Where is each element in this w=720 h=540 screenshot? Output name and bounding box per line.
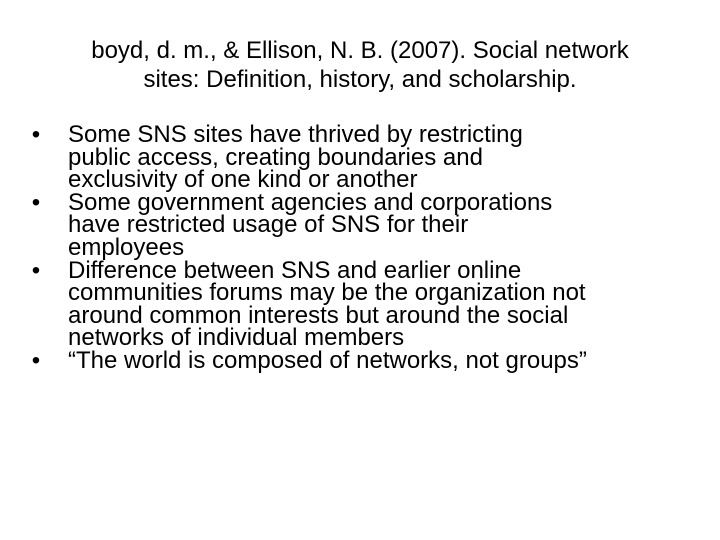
bullet-line: Some government agencies and corporations bbox=[68, 188, 553, 216]
bullet-text bbox=[68, 121, 706, 194]
bullet-line: around common interests but around the social bbox=[68, 301, 569, 329]
bullet-text bbox=[68, 346, 706, 374]
bullet-item-4 bbox=[26, 346, 706, 374]
bullet-marker: • bbox=[31, 121, 41, 148]
bullet-text bbox=[68, 188, 706, 261]
bullet-item-2 bbox=[26, 188, 706, 261]
bullet-marker: • bbox=[31, 188, 41, 216]
bullet-line: exclusivity of one kind or another bbox=[68, 166, 418, 194]
bullet-text bbox=[68, 256, 706, 352]
bullet-item-3 bbox=[26, 256, 706, 352]
slide-title-line-2: sites: Definition, history, and scholarship. bbox=[143, 66, 577, 93]
bullet-line: employees bbox=[68, 233, 185, 261]
bullet-line: public access, creating boundaries and bbox=[68, 143, 483, 171]
bullet-line: Some SNS sites have thrived by restricting bbox=[68, 121, 523, 148]
bullet-marker: • bbox=[31, 346, 41, 374]
bullet-line: have restricted usage of SNS for their bbox=[68, 211, 469, 239]
bullet-line: networks of individual members bbox=[68, 324, 405, 352]
bullet-line: Difference between SNS and earlier online bbox=[68, 256, 522, 284]
slide-title bbox=[36, 36, 684, 94]
bullet-item-1 bbox=[26, 121, 706, 194]
bullet-list bbox=[26, 121, 706, 374]
slide-title-line-1: boyd, d. m., & Ellison, N. B. (2007). Social network bbox=[91, 37, 629, 64]
bullet-line: “The world is composed of networks, not groups” bbox=[68, 346, 587, 374]
bullet-line: communities forums may be the organization not bbox=[68, 279, 586, 307]
bullet-marker: • bbox=[31, 256, 41, 284]
